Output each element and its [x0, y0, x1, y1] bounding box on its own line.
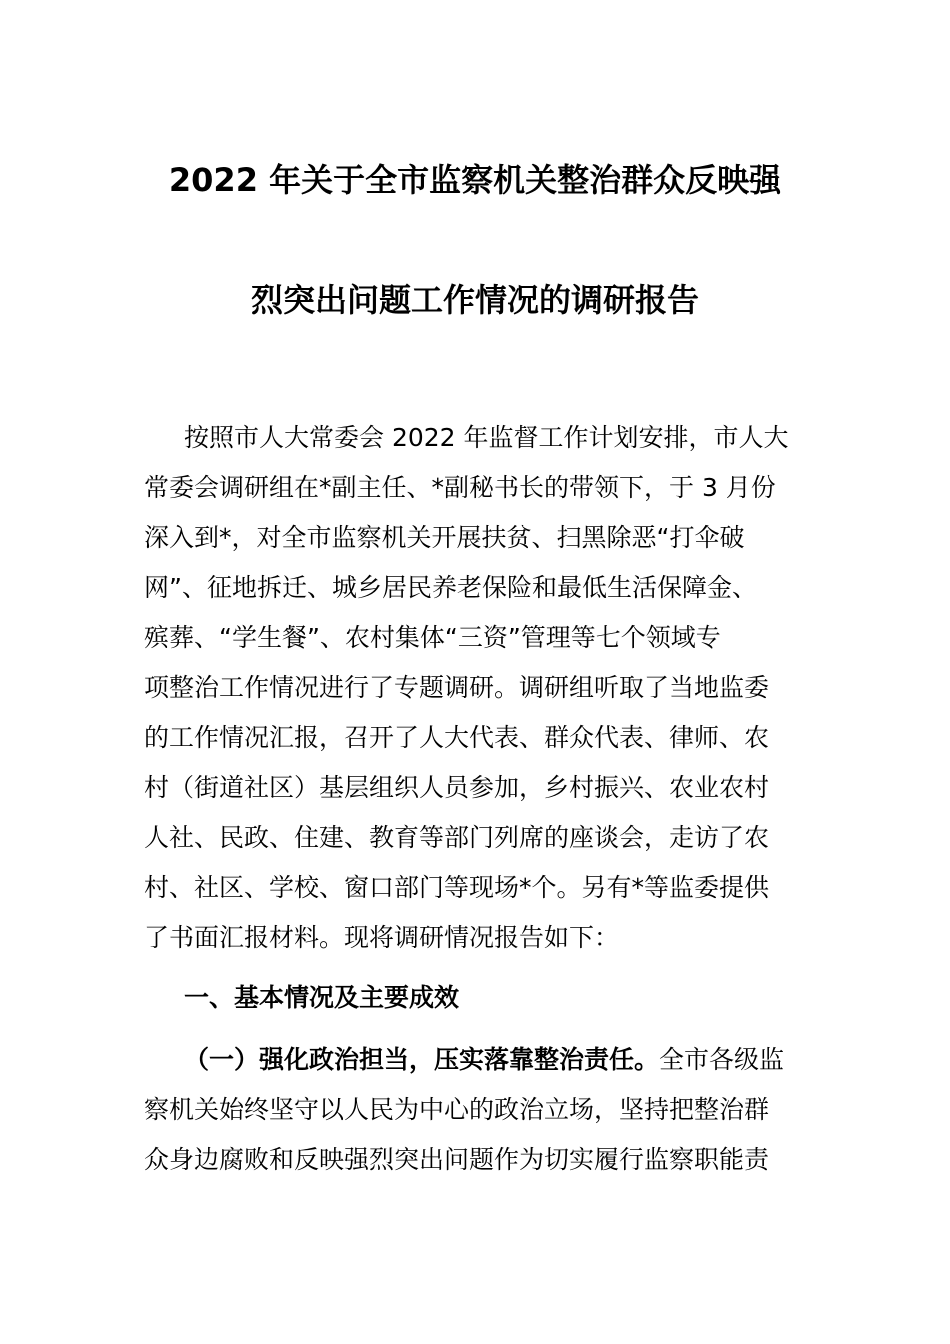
paragraph-line: 了书面汇报材料。现将调研情况报告如下：	[144, 923, 620, 952]
paragraph-line: 常委会调研组在*副主任、*副秘书长的带领下，于 3 月份	[144, 473, 776, 502]
paragraph-line: 察机关始终坚守以人民为中心的政治立场，坚持把整治群	[144, 1095, 770, 1124]
paragraph-line: 的工作情况汇报，召开了人大代表、群众代表、律师、农	[144, 723, 770, 752]
paragraph-line: 村（街道社区）基层组织人员参加，乡村振兴、农业农村	[144, 773, 770, 802]
document-title-line-2: 烈突出问题工作情况的调研报告	[250, 281, 699, 319]
document-title-line-1: 2022 年关于全市监察机关整治群众反映强	[168, 161, 782, 199]
subsection-first-line	[184, 1044, 808, 1076]
paragraph-line: 项整治工作情况进行了专题调研。调研组听取了当地监委	[144, 673, 770, 702]
paragraph-line: 殡葬、“学生餐”、农村集体“三资”管理等七个领域专	[144, 623, 721, 652]
paragraph-line: 众身边腐败和反映强烈突出问题作为切实履行监察职能责	[144, 1145, 770, 1174]
subsection-lead-rest: 全市各级监	[659, 1045, 785, 1074]
paragraph-line: 按照市人大常委会 2022 年监督工作计划安排，市人大	[184, 423, 789, 452]
subsection-lead: （一）强化政治担当，压实落靠整治责任。	[184, 1045, 660, 1074]
section-heading: 一、基本情况及主要成效	[184, 983, 460, 1012]
paragraph-line: 深入到*，对全市监察机关开展扶贫、扫黑除恶“打伞破	[144, 523, 745, 552]
paragraph-line: 网”、征地拆迁、城乡居民养老保险和最低生活保障金、	[144, 573, 757, 602]
paragraph-line: 人社、民政、住建、教育等部门列席的座谈会，走访了农	[144, 823, 770, 852]
paragraph-line: 村、社区、学校、窗口部门等现场*个。另有*等监委提供	[144, 873, 770, 902]
